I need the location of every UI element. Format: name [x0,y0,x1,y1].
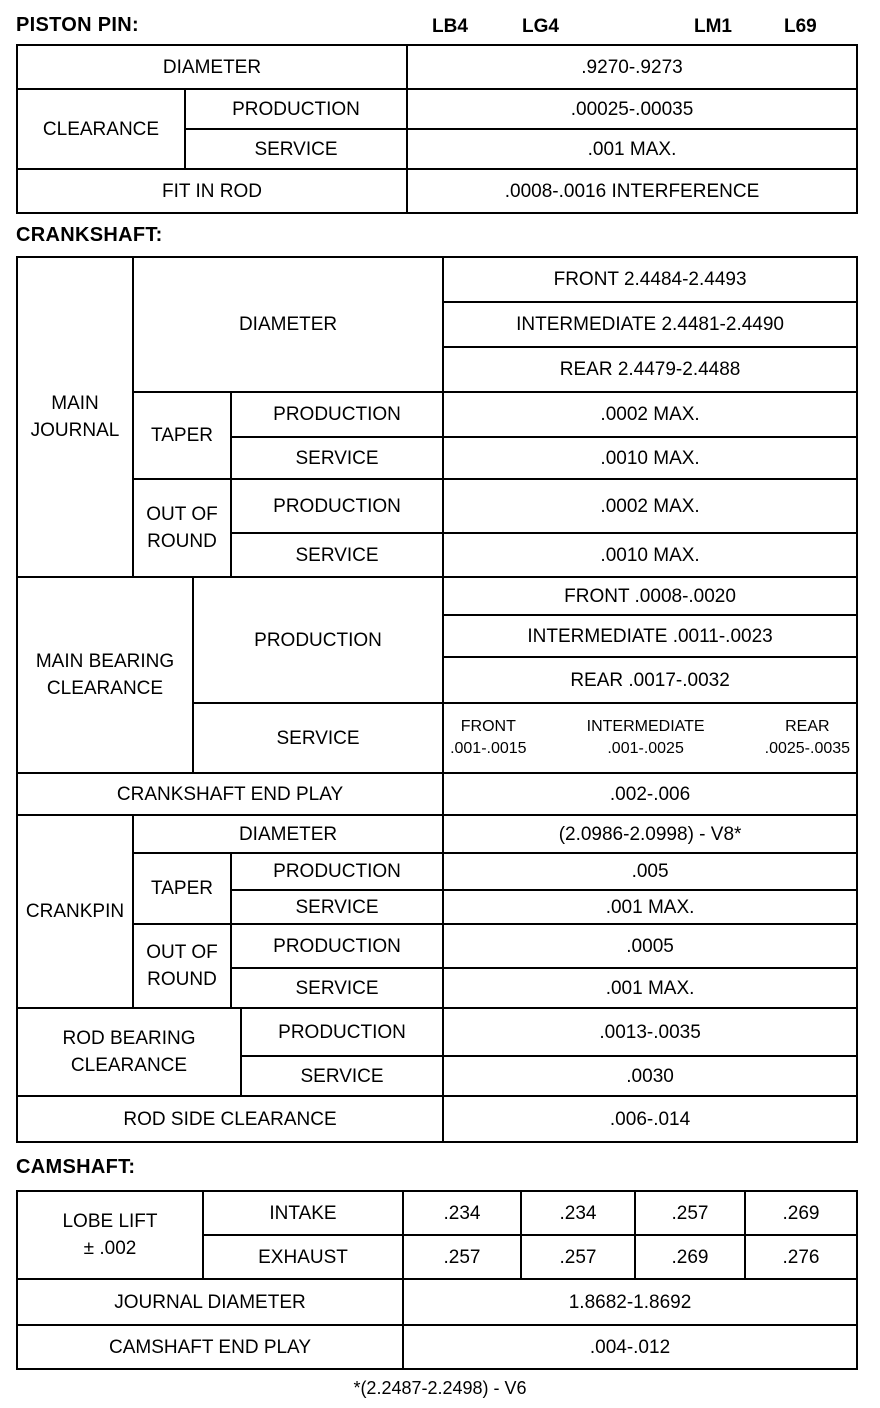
crankpin-oor-service-value: .001 MAX. [443,968,857,1008]
rod-bearing-service-value: .0030 [443,1056,857,1096]
crankshaft-end-play-value: .002-.006 [443,773,857,815]
crankshaft-end-play-label: CRANKSHAFT END PLAY [17,773,443,815]
exhaust-value-l69: .276 [745,1235,857,1279]
lobe-lift-title: LOBE LIFT [62,1211,158,1232]
crankpin-taper-service-value: .001 MAX. [443,890,857,924]
intake-value-lb4: .234 [403,1191,521,1235]
crankpin-diameter-label: DIAMETER [133,815,443,853]
crankpin-diameter-value: (2.0986-2.0998) - V8* [443,815,857,853]
exhaust-value-lg4: .257 [521,1235,635,1279]
camshaft-table [16,1190,858,1370]
main-journal-taper-production-value: .0002 MAX. [443,392,857,437]
main-journal-oor-service-label: SERVICE [231,533,443,577]
main-journal-taper-label: TAPER [133,392,231,479]
engine-code-lg4: LG4 [522,16,559,37]
crankpin-taper-service-label: SERVICE [231,890,443,924]
main-bearing-service-intermediate [587,716,705,760]
main-journal-oor-production-label: PRODUCTION [231,479,443,533]
intake-value-l69: .269 [745,1191,857,1235]
footnote: *(2.2487-2.2498) - V6 [353,1378,527,1398]
intake-value-lm1: .257 [635,1191,745,1235]
crankpin-oor-service-label: SERVICE [231,968,443,1008]
engine-code-l69: L69 [784,16,817,37]
piston-pin-diameter-value: .9270-.9273 [407,45,857,89]
main-bearing-service-intermediate-value: .001-.0025 [607,740,684,757]
crankpin-oor-label: OUT OF ROUND [133,924,231,1008]
intake-value-lg4: .234 [521,1191,635,1235]
piston-pin-service-value: .001 MAX. [407,129,857,169]
rod-side-clearance-value: .006-.014 [443,1096,857,1142]
crankpin-oor-production-label: PRODUCTION [231,924,443,968]
main-journal-oor-production-value: .0002 MAX. [443,479,857,533]
piston-pin-production-value: .00025-.00035 [407,89,857,129]
main-bearing-service-label: SERVICE [193,703,443,773]
rod-bearing-label: ROD BEARING CLEARANCE [17,1008,241,1096]
crankshaft-table [16,256,858,1143]
engine-code-lm1: LM1 [694,16,732,37]
engine-code-lb4: LB4 [432,16,468,37]
crankpin-taper-label: TAPER [133,853,231,924]
main-bearing-label: MAIN BEARING CLEARANCE [17,577,193,773]
main-journal-oor-service-value: .0010 MAX. [443,533,857,577]
rod-bearing-production-value: .0013-.0035 [443,1008,857,1056]
main-journal-diameter-intermediate: INTERMEDIATE 2.4481-2.4490 [443,302,857,347]
main-bearing-production-intermediate: INTERMEDIATE .0011-.0023 [443,615,857,657]
main-journal-oor-label: OUT OF ROUND [133,479,231,577]
main-bearing-service-intermediate-label: INTERMEDIATE [586,718,705,735]
main-journal-diameter-front: FRONT 2.4484-2.4493 [443,257,857,302]
crankpin-taper-production-value: .005 [443,853,857,890]
main-bearing-production-rear: REAR .0017-.0032 [443,657,857,703]
piston-pin-fit-label: FIT IN ROD [17,169,407,213]
main-bearing-production-label: PRODUCTION [193,577,443,703]
main-journal-label: MAIN JOURNAL [17,257,133,577]
main-bearing-service-front [450,716,527,760]
main-bearing-production-front: FRONT .0008-.0020 [443,577,857,615]
piston-pin-table [16,44,858,214]
piston-pin-diameter-label: DIAMETER [17,45,407,89]
piston-pin-heading: PISTON PIN: [16,14,139,36]
main-bearing-service-front-value: .001-.0015 [450,740,527,757]
main-bearing-service-rear [765,716,850,760]
piston-pin-fit-value: .0008-.0016 INTERFERENCE [407,169,857,213]
crankpin-oor-production-value: .0005 [443,924,857,968]
main-bearing-service-rear-value: .0025-.0035 [764,740,851,757]
main-journal-taper-production-label: PRODUCTION [231,392,443,437]
exhaust-value-lm1: .269 [635,1235,745,1279]
camshaft-heading: CAMSHAFT: [16,1156,136,1178]
exhaust-label: EXHAUST [203,1235,403,1279]
main-journal-diameter-rear: REAR 2.4479-2.4488 [443,347,857,392]
main-journal-taper-service-value: .0010 MAX. [443,437,857,479]
crankshaft-heading: CRANKSHAFT: [16,224,163,246]
main-bearing-service-front-label: FRONT [460,718,516,735]
crankpin-taper-production-label: PRODUCTION [231,853,443,890]
lobe-lift-tolerance: ± .002 [83,1238,137,1259]
crankpin-label: CRANKPIN [17,815,133,1008]
journal-diameter-value: 1.8682-1.8692 [403,1279,857,1325]
rod-bearing-production-label: PRODUCTION [241,1008,443,1056]
piston-pin-production-label: PRODUCTION [185,89,407,129]
rod-bearing-service-label: SERVICE [241,1056,443,1096]
rod-side-clearance-label: ROD SIDE CLEARANCE [17,1096,443,1142]
lobe-lift-label [17,1191,203,1279]
exhaust-value-lb4: .257 [403,1235,521,1279]
main-journal-diameter-label: DIAMETER [133,257,443,392]
main-bearing-service-values [443,703,857,773]
intake-label: INTAKE [203,1191,403,1235]
camshaft-end-play-label: CAMSHAFT END PLAY [17,1325,403,1369]
main-bearing-service-rear-label: REAR [785,718,830,735]
piston-pin-service-label: SERVICE [185,129,407,169]
journal-diameter-label: JOURNAL DIAMETER [17,1279,403,1325]
piston-pin-clearance-label: CLEARANCE [17,89,185,169]
camshaft-end-play-value: .004-.012 [403,1325,857,1369]
main-journal-taper-service-label: SERVICE [231,437,443,479]
